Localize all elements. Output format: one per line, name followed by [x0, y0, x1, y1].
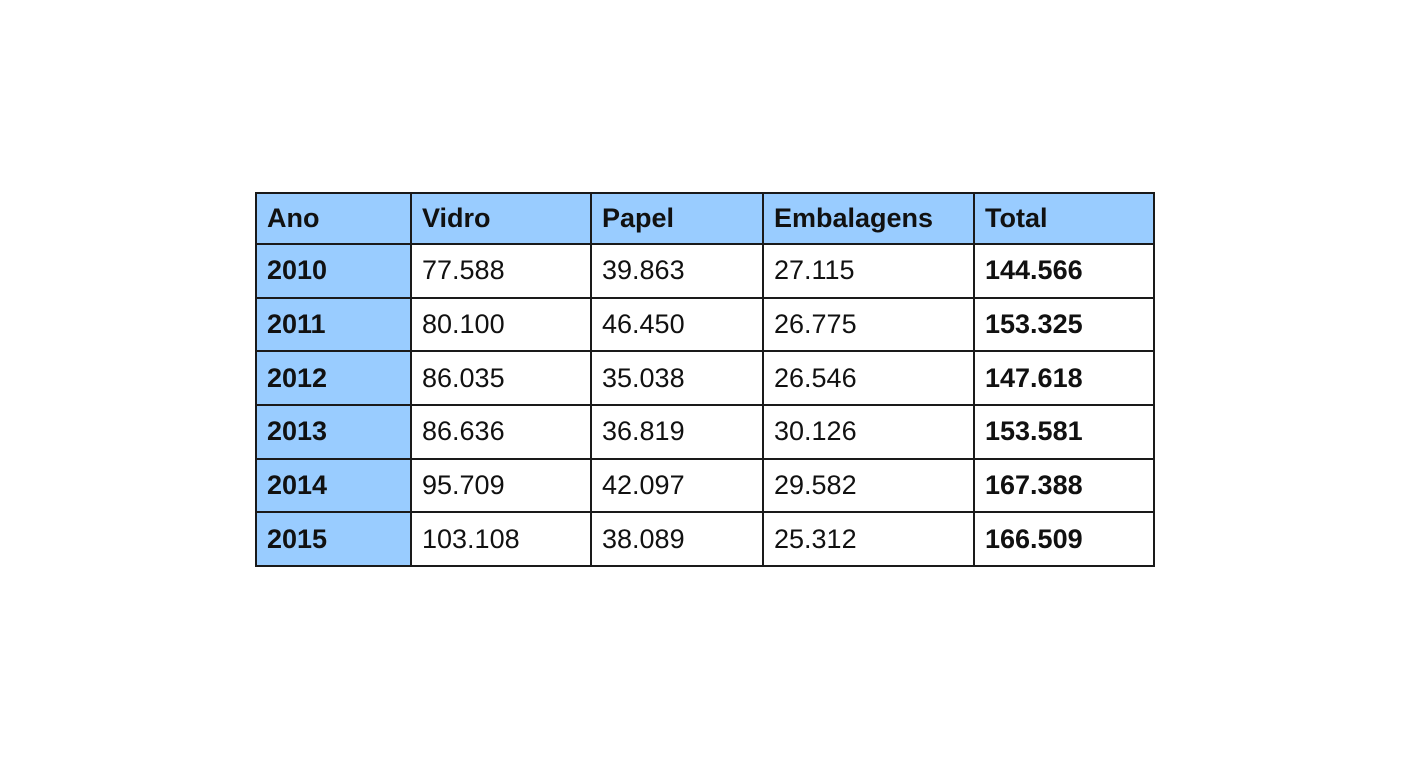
- table-row: [256, 244, 1154, 298]
- cell-papel: 36.819: [591, 405, 763, 459]
- cell-papel: 39.863: [591, 244, 763, 298]
- cell-total: 144.566: [974, 244, 1154, 298]
- cell-embalagens: 29.582: [763, 459, 974, 513]
- cell-year: 2011: [256, 298, 411, 352]
- cell-embalagens: 26.775: [763, 298, 974, 352]
- cell-papel: 42.097: [591, 459, 763, 513]
- cell-embalagens: 30.126: [763, 405, 974, 459]
- data-table: [255, 192, 1155, 567]
- table-header: [256, 193, 1154, 244]
- cell-year: 2015: [256, 512, 411, 566]
- cell-year: 2013: [256, 405, 411, 459]
- cell-total: 153.581: [974, 405, 1154, 459]
- cell-papel: 46.450: [591, 298, 763, 352]
- cell-embalagens: 25.312: [763, 512, 974, 566]
- cell-vidro: 95.709: [411, 459, 591, 513]
- cell-total: 167.388: [974, 459, 1154, 513]
- cell-vidro: 103.108: [411, 512, 591, 566]
- header-row: [256, 193, 1154, 244]
- table-row: [256, 298, 1154, 352]
- cell-vidro: 86.636: [411, 405, 591, 459]
- header-papel: Papel: [591, 193, 763, 244]
- table-row: [256, 405, 1154, 459]
- header-vidro: Vidro: [411, 193, 591, 244]
- table-body: [256, 244, 1154, 566]
- cell-vidro: 86.035: [411, 351, 591, 405]
- header-ano: Ano: [256, 193, 411, 244]
- cell-year: 2010: [256, 244, 411, 298]
- cell-vidro: 80.100: [411, 298, 591, 352]
- table-row: [256, 459, 1154, 513]
- header-total: Total: [974, 193, 1154, 244]
- cell-embalagens: 26.546: [763, 351, 974, 405]
- table-row: [256, 351, 1154, 405]
- header-embalagens: Embalagens: [763, 193, 974, 244]
- table-row: [256, 512, 1154, 566]
- cell-total: 147.618: [974, 351, 1154, 405]
- cell-year: 2012: [256, 351, 411, 405]
- cell-year: 2014: [256, 459, 411, 513]
- cell-total: 166.509: [974, 512, 1154, 566]
- cell-total: 153.325: [974, 298, 1154, 352]
- cell-vidro: 77.588: [411, 244, 591, 298]
- cell-papel: 38.089: [591, 512, 763, 566]
- cell-embalagens: 27.115: [763, 244, 974, 298]
- cell-papel: 35.038: [591, 351, 763, 405]
